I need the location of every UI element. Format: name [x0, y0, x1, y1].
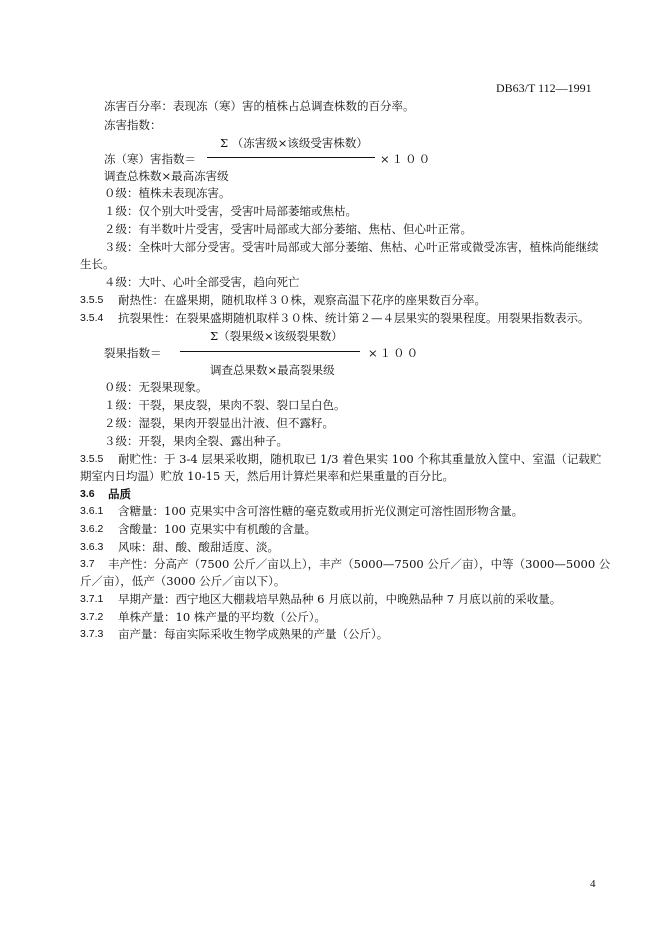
- section-text: 斤／亩），低产（3000 公斤／亩以下）。: [80, 574, 286, 588]
- section-text: 亩产量：每亩实际采收生物学成熟果的产量（公斤）。: [118, 627, 389, 641]
- section-number: 3.5.5: [80, 453, 104, 465]
- fraction-bar: [207, 157, 375, 158]
- section-number: 3.7.3: [80, 628, 104, 640]
- text-line: 冻害百分率：表现冻（寒）害的植株占总调查株数的百分率。: [104, 99, 415, 113]
- section-number: 3.7.1: [80, 593, 104, 605]
- text-line: 生长。: [80, 257, 115, 271]
- section-text: 耐热性：在盛果期，随机取样３０株，观察高温下花序的座果数百分率。: [118, 293, 486, 307]
- formula-numerator: Σ（裂果级×该级裂果数）: [210, 329, 343, 343]
- text-line: １级：仅个别大叶受害，受害叶局部萎缩或焦枯。: [104, 204, 357, 218]
- formula-left: 裂果指数＝: [104, 346, 162, 360]
- section-number: 3.5.5: [80, 294, 104, 306]
- formula-multiplier: ×１００: [368, 346, 421, 360]
- text-line: ４级：大叶、心叶全部受害，趋向死亡: [104, 275, 300, 289]
- text-line: ０级：无裂果现象。: [104, 380, 208, 394]
- formula-numerator: Σ （冻害级×该级受害株数）: [220, 136, 368, 150]
- section-number: 3.6.3: [80, 541, 104, 553]
- document-id: DB63/T 112—1991: [496, 81, 592, 95]
- section-text: 早期产量：西宁地区大棚栽培早熟品种 6 月底以前，中晚熟品种 7 月底以前的采收量。: [118, 592, 562, 606]
- section-number: 3.6: [80, 488, 95, 500]
- text-line: ３级：全株叶大部分受害。受害叶局部或大部分萎缩、焦枯、心叶正常或微受冻害，植株尚能继续: [104, 240, 599, 254]
- section-number: 3.6.2: [80, 523, 104, 535]
- text-line: １级：干裂，果皮裂，果肉不裂、裂口呈白色。: [104, 398, 346, 412]
- section-text: 风味：甜、酸、酸甜适度、淡。: [118, 540, 279, 554]
- text-line: ３级：开裂，果肉全裂、露出种子。: [104, 434, 288, 448]
- formula-multiplier: ×１００: [380, 152, 433, 166]
- section-number: 3.5.4: [80, 312, 104, 324]
- section-text: 含糖量：100 克果实中含可溶性糖的毫克数或用折光仪测定可溶性固形物含量。: [118, 504, 524, 518]
- page-number: 4: [590, 878, 596, 890]
- formula-left: 冻（寒）害指数＝: [104, 152, 196, 166]
- text-line: ０级：植株未表现冻害。: [104, 186, 231, 200]
- section-heading: 品质: [108, 487, 131, 501]
- formula-denominator: 调查总果数×最高裂果级: [210, 363, 335, 377]
- section-text: 抗裂果性：在裂果盛期随机取样３０株、统计第２—４层果实的裂果程度。用裂果指数表示。: [118, 311, 590, 325]
- section-text: 耐贮性：于 3-4 层果采收期，随机取已 1/3 着色果实 100 个称其重量放入筐中、室温（记载贮: [118, 452, 602, 466]
- formula-denominator: 调查总株数×最高冻害级: [104, 169, 229, 183]
- section-text: 期室内日均温）贮放 10-15 天，然后用计算烂果率和烂果重量的百分比。: [80, 469, 454, 483]
- section-text: 含酸量：100 克果实中有机酸的含量。: [118, 522, 317, 536]
- section-number: 3.6.1: [80, 505, 104, 517]
- section-text: 单株产量：10 株产量的平均数（公斤）。: [118, 610, 327, 624]
- text-line: ２级：有半数叶片受害，受害叶局部或大部分萎缩、焦枯、但心叶正常。: [104, 222, 472, 236]
- section-text: 丰产性：分高产（7500 公斤／亩以上），丰产（5000—7500 公斤／亩），中等（3000—5000 公: [108, 557, 611, 571]
- text-line: 冻害指数：: [104, 118, 162, 132]
- section-number: 3.7.2: [80, 611, 104, 623]
- section-number: 3.7: [80, 558, 95, 570]
- fraction-bar: [180, 351, 360, 352]
- text-line: ２级：湿裂，果肉开裂显出汁液、但不露籽。: [104, 416, 334, 430]
